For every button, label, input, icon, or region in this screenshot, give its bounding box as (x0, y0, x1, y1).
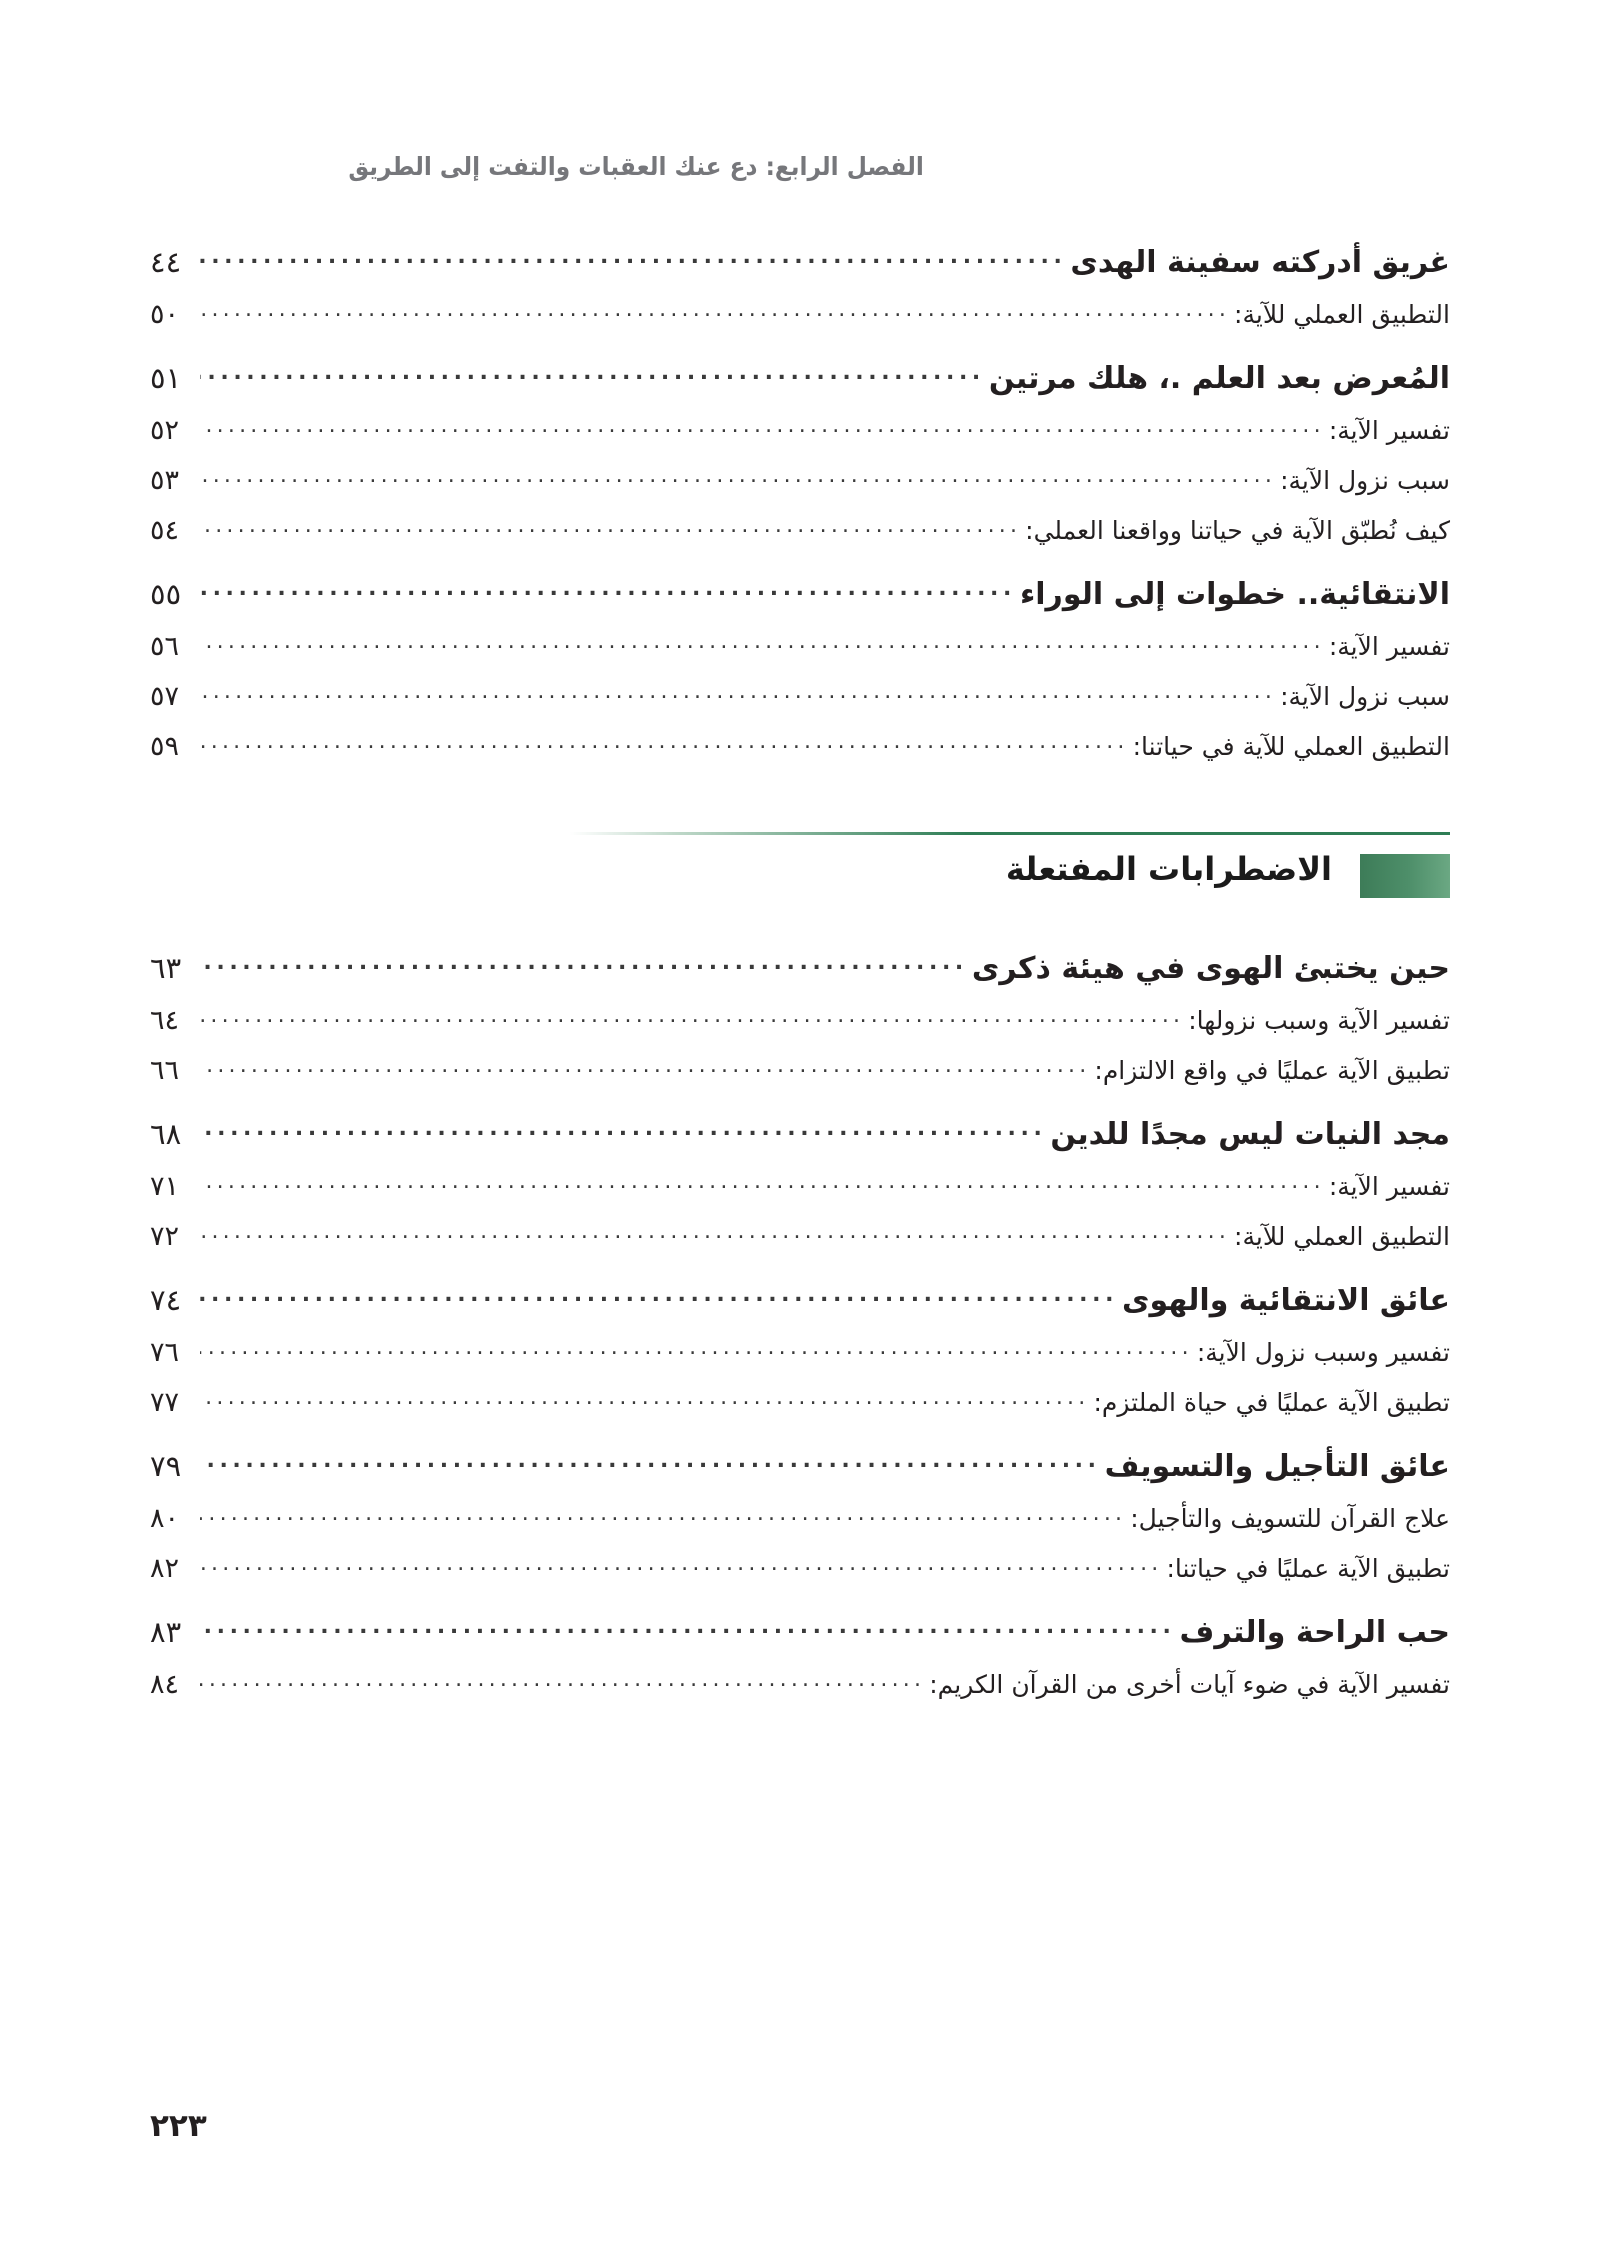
dot-leader (200, 630, 1325, 655)
toc-entry-page: ٦٣ (150, 951, 182, 985)
toc-entry-heading[interactable] (150, 242, 1450, 278)
toc-entry-label: تفسير وسبب نزول الآية: (1196, 1338, 1450, 1367)
dot-leader (200, 948, 968, 978)
toc-entry-label: تفسير الآية في ضوء آيات أخرى من القرآن الكريم: (929, 1670, 1450, 1699)
toc-entry-label: حين يختبئ الهوى في هيئة ذكرى (971, 951, 1450, 986)
dot-leader (200, 1502, 1126, 1527)
toc-entry-sub[interactable] (150, 298, 1450, 328)
dot-leader (200, 1668, 925, 1693)
toc-entry-page: ٨٠ (150, 1503, 180, 1534)
toc-group (150, 948, 1450, 1084)
toc-entry-label: سبب نزول الآية: (1280, 466, 1450, 495)
toc-entry-page: ٦٤ (150, 1005, 180, 1036)
toc-entry-label: غريق أدركته سفينة الهدى (1070, 245, 1450, 280)
toc-entry-page: ٥٢ (150, 415, 180, 446)
toc-entry-label: سبب نزول الآية: (1280, 682, 1450, 711)
toc-entry-heading[interactable] (150, 574, 1450, 610)
toc-entry-label: تطبيق الآية عمليًا في حياة الملتزم: (1093, 1388, 1450, 1417)
toc-entry-sub[interactable] (150, 630, 1450, 660)
toc-group (150, 574, 1450, 760)
toc-entry-page: ٥٧ (150, 681, 180, 712)
toc-entry-label: تطبيق الآية عمليًا في واقع الالتزام: (1094, 1056, 1450, 1085)
toc-entry-heading[interactable] (150, 358, 1450, 394)
toc-entry-sub[interactable] (150, 1386, 1450, 1416)
toc-group (150, 358, 1450, 544)
dot-leader (200, 1336, 1193, 1361)
toc-entry-page: ٨٣ (150, 1615, 182, 1649)
toc-entry-sub[interactable] (150, 1170, 1450, 1200)
toc-entry-page: ٥٠ (150, 299, 180, 330)
toc-entry-label: التطبيق العملي للآية: (1234, 1222, 1450, 1251)
toc-group (150, 1612, 1450, 1698)
running-header-text: الفصل الرابع: دع عنك العقبات والتفت إلى الطريق (348, 152, 924, 181)
toc-entry-page: ٥٣ (150, 465, 180, 496)
toc-entry-page: ٨٤ (150, 1669, 180, 1700)
toc-entry-heading[interactable] (150, 948, 1450, 984)
dot-leader (200, 1386, 1089, 1411)
toc-entry-page: ٥٥ (150, 577, 182, 611)
dot-leader (200, 514, 1021, 539)
toc-group (150, 242, 1450, 328)
toc-entry-sub[interactable] (150, 1220, 1450, 1250)
toc-entry-page: ٧٩ (150, 1449, 182, 1483)
toc-entry-sub[interactable] (150, 730, 1450, 760)
toc-entry-page: ٥١ (150, 361, 182, 395)
dot-leader (200, 1552, 1162, 1577)
toc-entry-label: مجد النيات ليس مجدًا للدين (1050, 1117, 1450, 1152)
toc-entry-label: المُعرض بعد العلم .، هلك مرتين (988, 361, 1450, 396)
dot-leader (200, 1612, 1175, 1642)
dot-leader (200, 242, 1066, 272)
toc-entry-page: ٧٧ (150, 1387, 180, 1418)
dot-leader (200, 1114, 1046, 1144)
toc-entry-label: التطبيق العملي للآية في حياتنا: (1132, 732, 1450, 761)
dot-leader (200, 414, 1325, 439)
dot-leader (200, 464, 1276, 489)
toc-entry-heading[interactable] (150, 1114, 1450, 1150)
dot-leader (200, 574, 1016, 604)
dot-leader (200, 358, 985, 388)
toc-entry-page: ٦٨ (150, 1117, 182, 1151)
toc-entry-sub[interactable] (150, 1336, 1450, 1366)
dot-leader (200, 1220, 1230, 1245)
toc-entry-heading[interactable] (150, 1280, 1450, 1316)
section-rule-line (570, 832, 1450, 835)
toc-entry-label: تفسير الآية: (1328, 632, 1450, 661)
toc-entry-sub[interactable] (150, 1552, 1450, 1582)
toc-entry-sub[interactable] (150, 414, 1450, 444)
page-number-folio: ٢٢٣ (150, 2108, 207, 2144)
toc-entry-label: تفسير الآية: (1328, 416, 1450, 445)
toc-entry-label: التطبيق العملي للآية: (1234, 300, 1450, 329)
section-accent-chip (1360, 854, 1450, 898)
toc-entry-label: كيف نُطبّق الآية في حياتنا وواقعنا العملي: (1025, 516, 1450, 545)
dot-leader (200, 1170, 1325, 1195)
dot-leader (200, 1446, 1101, 1476)
dot-leader (200, 1280, 1118, 1310)
toc-entry-heading[interactable] (150, 1612, 1450, 1648)
toc-entry-page: ٧٢ (150, 1221, 180, 1252)
dot-leader (200, 298, 1230, 323)
toc-entry-page: ٥٩ (150, 731, 180, 762)
table-of-contents (150, 212, 1450, 1702)
dot-leader (200, 1004, 1184, 1029)
toc-entry-page: ٨٢ (150, 1553, 180, 1584)
toc-entry-sub[interactable] (150, 1502, 1450, 1532)
section-title: الاضطرابات المفتعلة (1005, 850, 1332, 888)
toc-entry-sub[interactable] (150, 1668, 1450, 1698)
toc-entry-page: ٧١ (150, 1171, 180, 1202)
toc-entry-page: ٤٤ (150, 245, 182, 279)
toc-entry-label: علاج القرآن للتسويف والتأجيل: (1130, 1504, 1450, 1533)
toc-entry-label: تفسير الآية: (1328, 1172, 1450, 1201)
toc-entry-sub[interactable] (150, 680, 1450, 710)
running-header (150, 152, 1450, 181)
toc-entry-label: تطبيق الآية عمليًا في حياتنا: (1166, 1554, 1450, 1583)
toc-entry-label: الانتقائية.. خطوات إلى الوراء (1019, 577, 1450, 612)
toc-entry-label: عائق التأجيل والتسويف (1104, 1449, 1450, 1484)
toc-entry-page: ٧٤ (150, 1283, 182, 1317)
toc-entry-sub[interactable] (150, 464, 1450, 494)
toc-entry-label: حب الراحة والترف (1179, 1615, 1450, 1650)
toc-entry-sub[interactable] (150, 514, 1450, 544)
dot-leader (200, 730, 1129, 755)
section-divider (150, 832, 1450, 918)
toc-entry-heading[interactable] (150, 1446, 1450, 1482)
toc-entry-page: ٥٦ (150, 631, 180, 662)
toc-entry-label: تفسير الآية وسبب نزولها: (1188, 1006, 1450, 1035)
toc-entry-sub[interactable] (150, 1004, 1450, 1034)
toc-group (150, 1114, 1450, 1250)
toc-group (150, 1280, 1450, 1416)
toc-entry-page: ٦٦ (150, 1055, 180, 1086)
toc-entry-page: ٥٤ (150, 515, 180, 546)
toc-group (150, 1446, 1450, 1582)
dot-leader (200, 1054, 1090, 1079)
toc-entry-label: عائق الانتقائية والهوى (1122, 1283, 1450, 1318)
toc-entry-page: ٧٦ (150, 1337, 180, 1368)
dot-leader (200, 680, 1276, 705)
toc-entry-sub[interactable] (150, 1054, 1450, 1084)
